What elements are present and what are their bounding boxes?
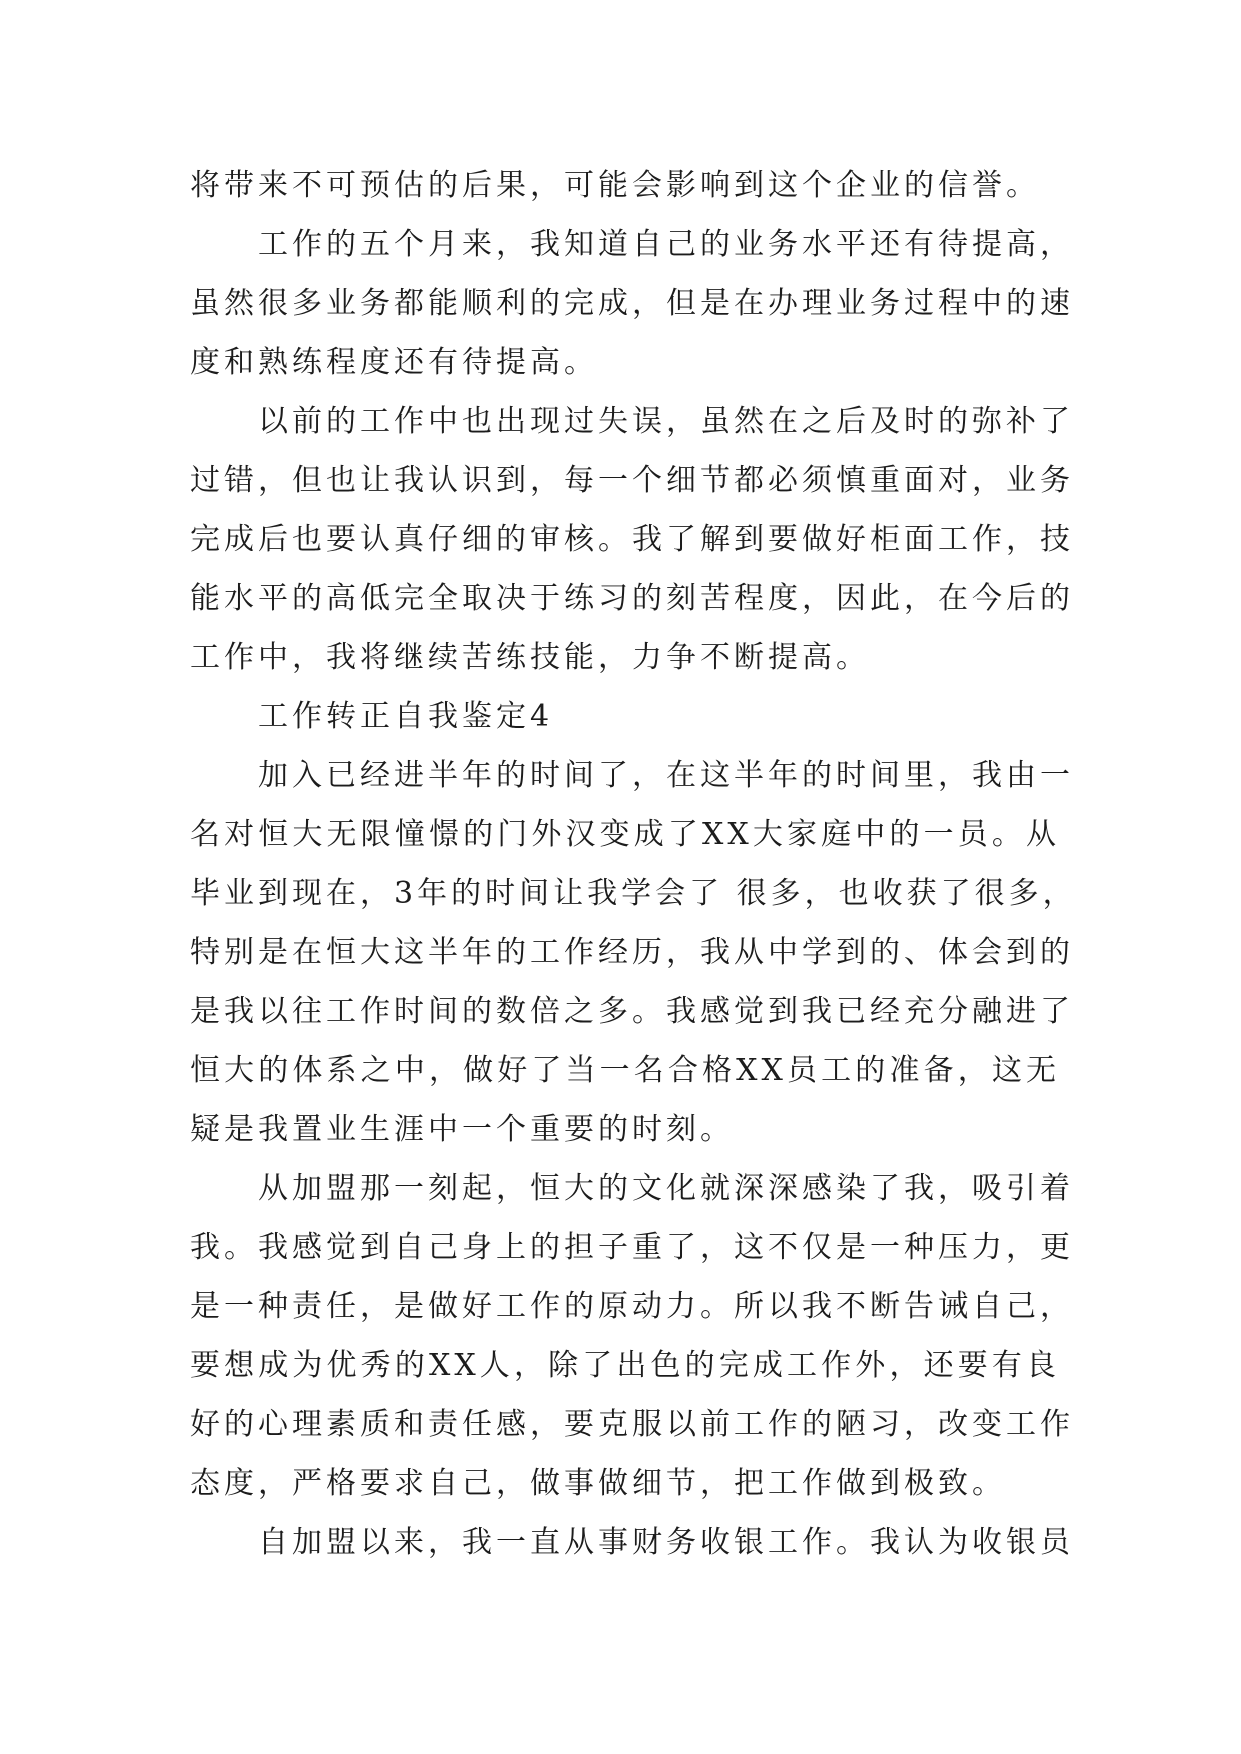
text-line: 特别是在恒大这半年的工作经历，我从中学到的、体会到的 [190,935,1074,970]
text-line: 工作中，我将继续苦练技能，力争不断提高。 [190,640,870,675]
text-line: 完成后也要认真仔细的审核。我了解到要做好柜面工作，技 [190,522,1074,557]
text-line: 态度，严格要求自己，做事做细节，把工作做到极致。 [190,1466,1006,1501]
paragraph-first-line: 自加盟以来，我一直从事财务收银工作。我认为收银员 [258,1525,1074,1560]
text-line: 度和熟练程度还有待提高。 [190,345,598,380]
text-line: 疑是我置业生涯中一个重要的时刻。 [190,1112,734,1147]
text-line: 恒大的体系之中，做好了当一名合格XX员工的准备，这无 [190,1053,1060,1088]
text-line: 名对恒大无限憧憬的门外汉变成了XX大家庭中的一员。从 [190,817,1060,852]
section-heading: 工作转正自我鉴定4 [258,699,554,734]
text-line: 是一种责任，是做好工作的原动力。所以我不断告诫自己， [190,1289,1074,1324]
text-line: 毕业到现在，3年的时间让我学会了 很多，也收获了很多， [190,876,1077,911]
text-line: 我。我感觉到自己身上的担子重了，这不仅是一种压力，更 [190,1230,1074,1265]
paragraph-first-line: 从加盟那一刻起，恒大的文化就深深感染了我，吸引着 [258,1171,1074,1206]
paragraph-first-line: 以前的工作中也出现过失误，虽然在之后及时的弥补了 [258,404,1074,439]
paragraph-first-line: 加入已经进半年的时间了，在这半年的时间里，我由一 [258,758,1074,793]
text-line: 过错，但也让我认识到，每一个细节都必须慎重面对，业务 [190,463,1074,498]
text-line: 虽然很多业务都能顺利的完成，但是在办理业务过程中的速 [190,286,1074,321]
text-line: 要想成为优秀的XX人，除了出色的完成工作外，还要有良 [190,1348,1060,1383]
text-line: 是我以往工作时间的数倍之多。我感觉到我已经充分融进了 [190,994,1074,1029]
text-line: 将带来不可预估的后果，可能会影响到这个企业的信誉。 [190,168,1040,203]
paragraph-first-line: 工作的五个月来，我知道自己的业务水平还有待提高， [258,227,1074,262]
document-body [190,156,1077,1572]
text-line: 能水平的高低完全取决于练习的刻苦程度，因此，在今后的 [190,581,1074,616]
text-line: 好的心理素质和责任感，要克服以前工作的陋习，改变工作 [190,1407,1074,1442]
